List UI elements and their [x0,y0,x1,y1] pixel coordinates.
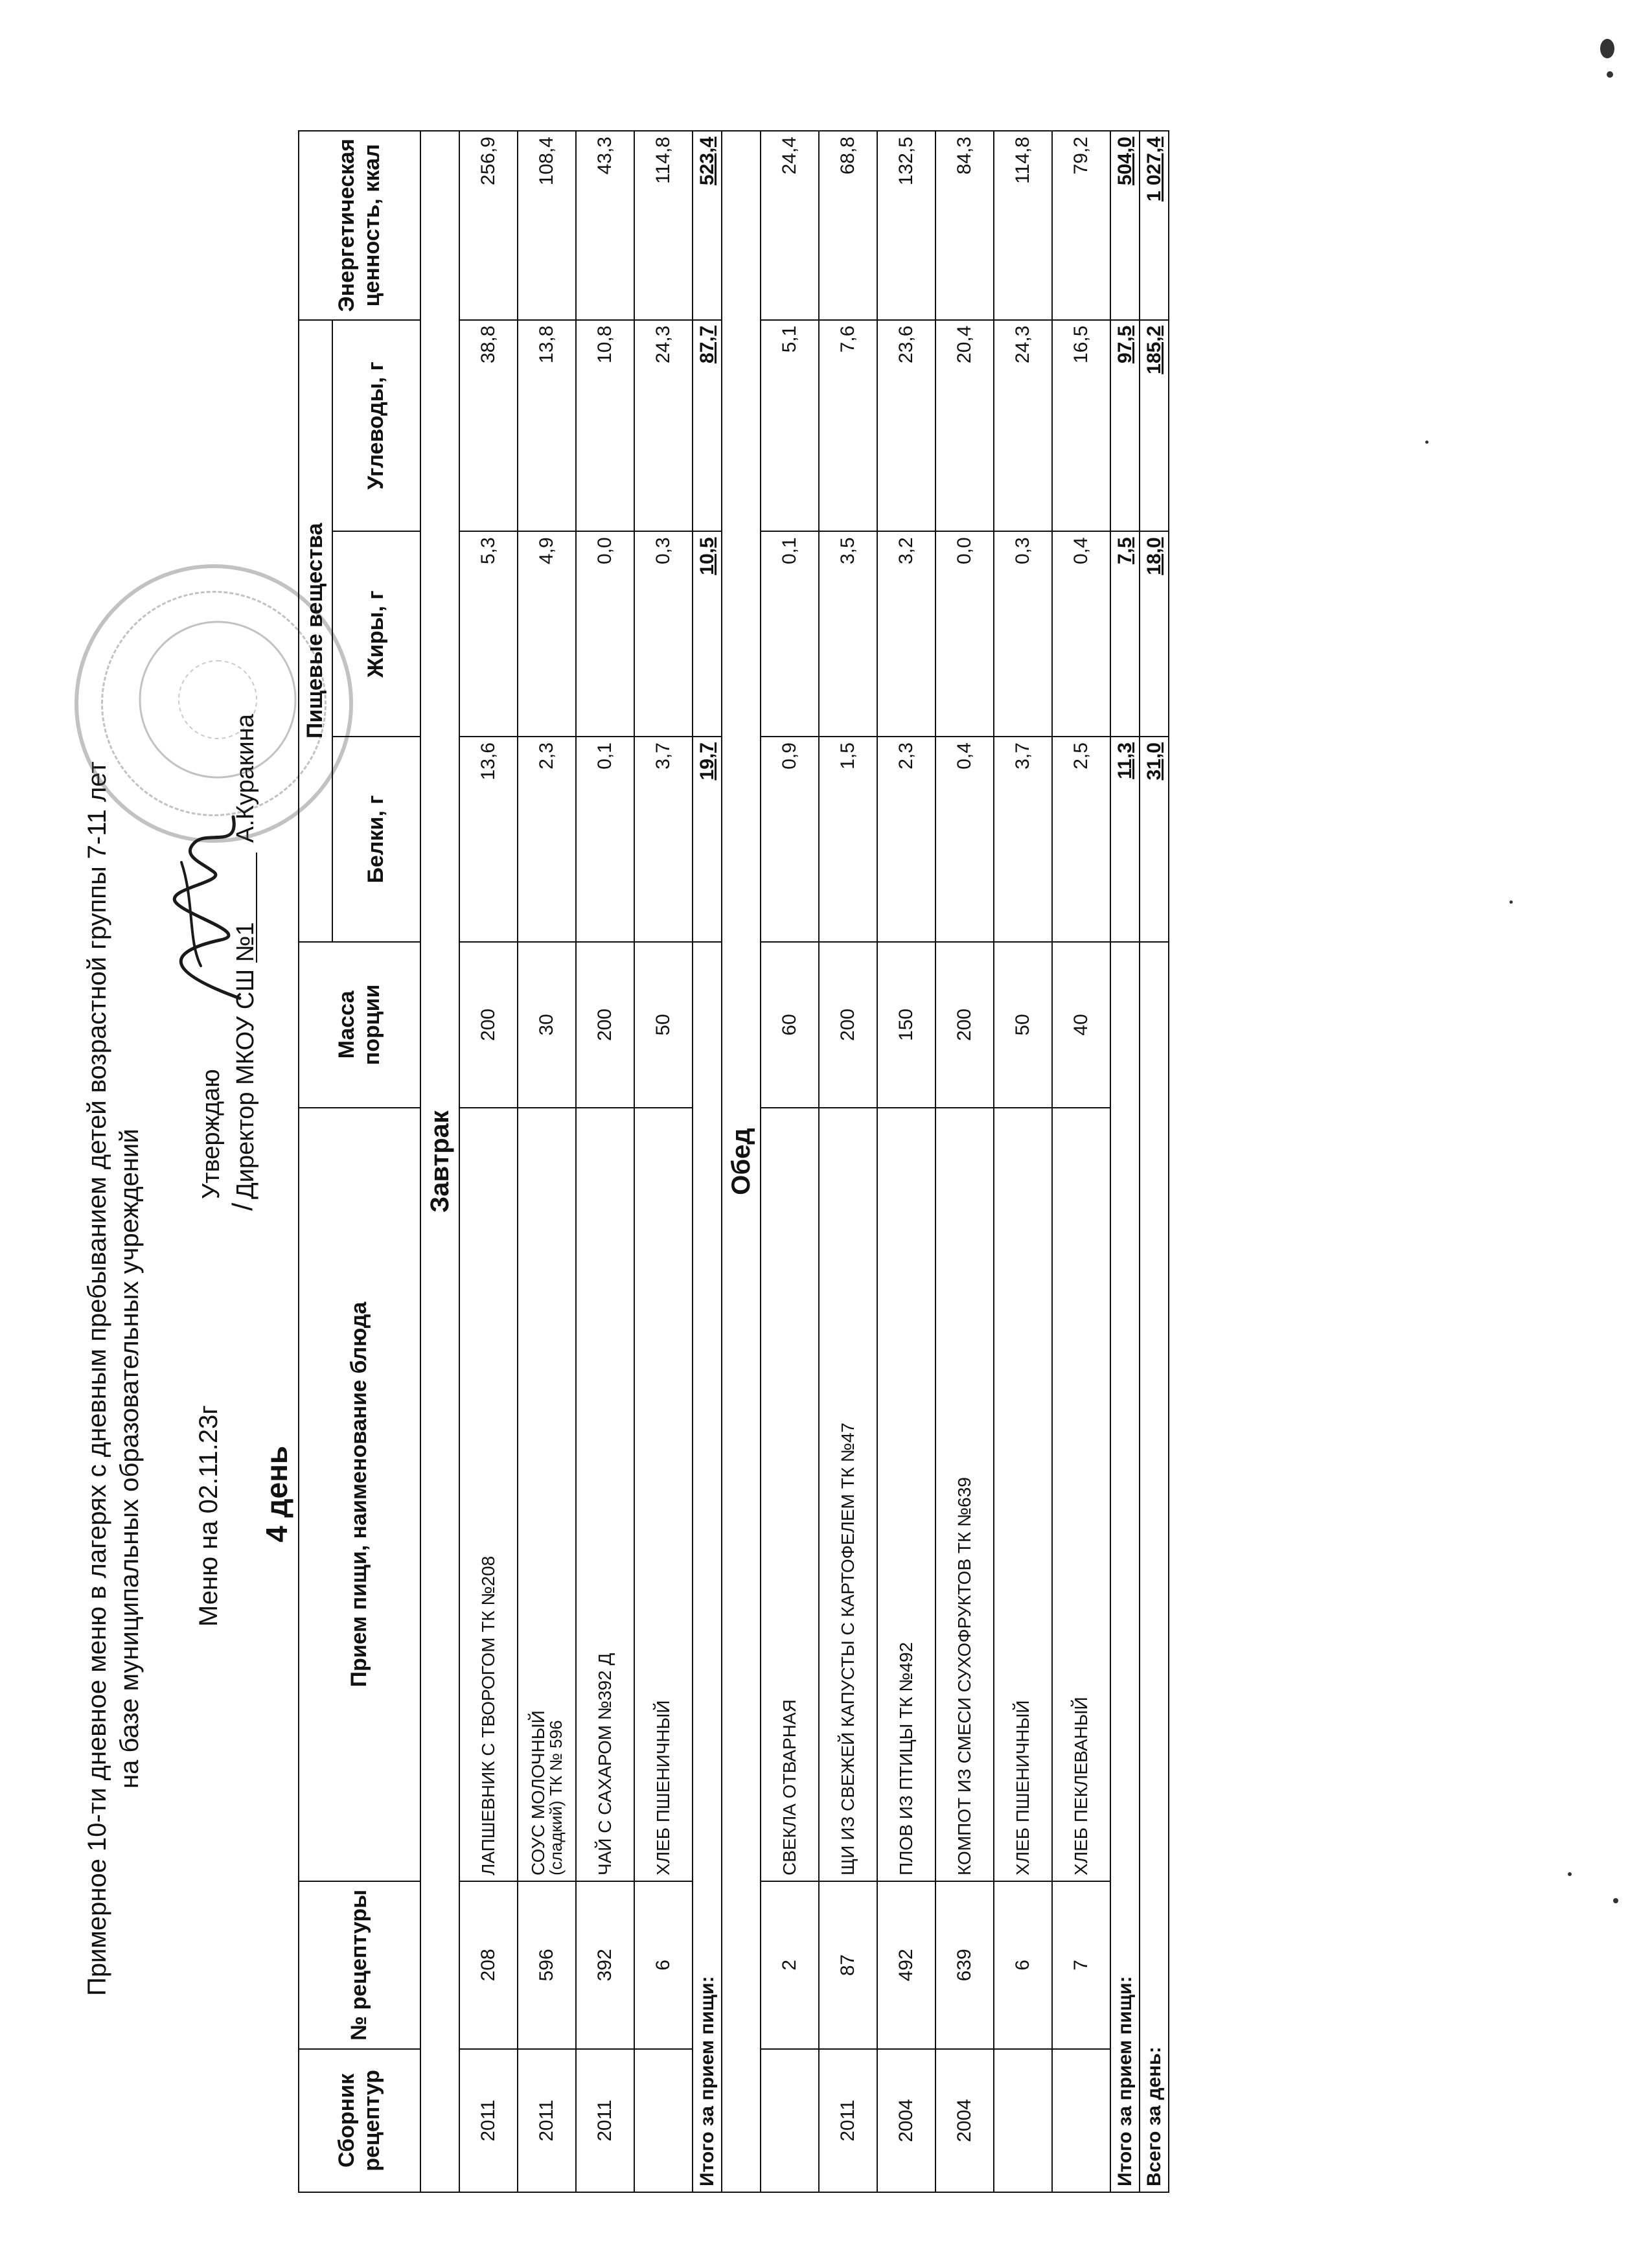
breakfast-total-label: Итого за прием пищи: [693,942,722,2192]
cell-mass: 30 [518,942,576,1108]
lunch-total-label: Итого за прием пищи: [1110,942,1140,2192]
day-total-energy: 1 027,4 [1140,131,1169,320]
lunch-total-protein: 11,3 [1110,737,1140,942]
cell-meal-name: КОМПОТ ИЗ СМЕСИ СУХОФРУКТОВ ТК №639 [935,1108,994,1881]
cell-fat: 0,4 [1052,531,1110,737]
breakfast-total-row [693,131,722,2192]
col-collection-header: Сборник рецептур [299,2049,420,2192]
cell-mass: 200 [819,942,877,1108]
cell-protein: 0,1 [576,737,634,942]
cell-meal-name: ЩИ ИЗ СВЕЖЕЙ КАПУСТЫ С КАРТОФЕЛЕМ ТК №47 [819,1108,877,1881]
col-protein-header: Белки, г [332,737,420,942]
cell-collection: 2004 [935,2049,994,2192]
cell-recipe: 87 [819,1881,877,2049]
cell-carbs: 24,3 [994,320,1052,532]
cell-meal-name: ЧАЙ С САХАРОМ №392 Д [576,1108,634,1881]
table-row [634,131,693,2192]
cell-energy: 43,3 [576,131,634,320]
cell-fat: 0,3 [994,531,1052,737]
scan-speck [1568,1872,1572,1876]
menu-date: Меню на 02.11.23г [194,1405,223,1627]
cell-energy: 68,8 [819,131,877,320]
breakfast-total-energy: 523,4 [693,131,722,320]
breakfast-total-protein: 19,7 [693,737,722,942]
scan-speck [1509,900,1513,904]
document-subtitle: на базе муниципальных образовательных учреждений [115,1128,144,1789]
cell-carbs: 24,3 [634,320,693,532]
cell-collection: 2011 [576,2049,634,2192]
cell-protein: 3,7 [634,737,693,942]
table-row [761,131,819,2192]
cell-carbs: 7,6 [819,320,877,532]
cell-recipe: 639 [935,1881,994,2049]
breakfast-section-label: Завтрак [420,131,459,2192]
cell-fat: 0,0 [935,531,994,737]
lunch-total-carbs: 97,5 [1110,320,1140,532]
approve-director: Директор МКОУ СШ №1 [232,922,259,1199]
cell-mass: 50 [994,942,1052,1108]
cell-energy: 132,5 [877,131,935,320]
cell-protein: 0,4 [935,737,994,942]
col-carbs-header: Углеводы, г [332,320,420,532]
scan-speck [1613,1898,1618,1903]
cell-mass: 50 [634,942,693,1108]
cell-energy: 79,2 [1052,131,1110,320]
col-mass-header: Масса порции [299,942,420,1108]
cell-collection: 2011 [819,2049,877,2192]
cell-carbs: 5,1 [761,320,819,532]
cell-meal-name: ХЛЕБ ПЕКЛЕВАНЫЙ [1052,1108,1110,1881]
table-row [518,131,576,2192]
cell-mass: 40 [1052,942,1110,1108]
cell-mass: 150 [877,942,935,1108]
lunch-total-row [1110,131,1140,2192]
cell-recipe: 7 [1052,1881,1110,2049]
table-row [877,131,935,2192]
approve-name: А.Куракина [232,714,259,843]
cell-protein: 2,3 [877,737,935,942]
scan-speck [1607,71,1613,78]
table-row [819,131,877,2192]
cell-collection [761,2049,819,2192]
cell-carbs: 10,8 [576,320,634,532]
cell-fat: 0,1 [761,531,819,737]
scan-speck [1600,39,1614,58]
table-row [935,131,994,2192]
cell-protein: 1,5 [819,737,877,942]
cell-collection [1052,2049,1110,2192]
col-nutrients-group-header: Пищевые вещества [299,320,332,942]
cell-protein: 3,7 [994,737,1052,942]
cell-carbs: 23,6 [877,320,935,532]
cell-meal-name [518,1108,576,1881]
cell-carbs: 16,5 [1052,320,1110,532]
lunch-total-energy: 504,0 [1110,131,1140,320]
approve-label: Утверждаю [198,1069,225,1199]
cell-fat: 5,3 [459,531,518,737]
day-title: 4 день [260,1445,293,1542]
cell-energy: 108,4 [518,131,576,320]
cell-meal-name: ЛАПШЕВНИК С ТВОРОГОМ ТК №208 [459,1108,518,1881]
cell-carbs: 13,8 [518,320,576,532]
breakfast-total-carbs: 87,7 [693,320,722,532]
day-total-label: Всего за день: [1140,942,1169,2192]
col-fat-header: Жиры, г [332,531,420,737]
meal-name-line-2: (сладкий) ТК № 596 [546,1720,566,1875]
breakfast-total-fat: 10,5 [693,531,722,737]
table-header-row [299,131,332,2192]
lunch-total-fat: 7,5 [1110,531,1140,737]
cell-meal-name: ХЛЕБ ПШЕНИЧНЫЙ [634,1108,693,1881]
slash-mark-icon: / [227,1202,258,1211]
cell-energy: 24,4 [761,131,819,320]
cell-protein: 2,3 [518,737,576,942]
menu-table [298,130,1169,2193]
day-total-fat: 18,0 [1140,531,1169,737]
cell-recipe: 596 [518,1881,576,2049]
cell-collection: 2011 [459,2049,518,2192]
lunch-section-row [722,131,761,2192]
cell-mass: 200 [459,942,518,1108]
cell-protein: 0,9 [761,737,819,942]
cell-energy: 84,3 [935,131,994,320]
cell-mass: 60 [761,942,819,1108]
document-title: Примерное 10-ти дневное меню в лагерях с дневным пребыванием детей возрастной группы 7-11 лет [83,761,111,1996]
cell-meal-name: СВЕКЛА ОТВАРНАЯ [761,1108,819,1881]
handwritten-signature-icon [143,804,272,1011]
day-total-protein: 31,0 [1140,737,1169,942]
cell-fat: 3,5 [819,531,877,737]
cell-fat: 4,9 [518,531,576,737]
table-row [459,131,518,2192]
table-row [1052,131,1110,2192]
col-meal-name-header: Прием пищи, наименование блюда [299,1108,420,1881]
cell-recipe: 2 [761,1881,819,2049]
col-recipe-no-header: № рецептуры [299,1881,420,2049]
cell-carbs: 20,4 [935,320,994,532]
cell-meal-name: ПЛОВ ИЗ ПТИЦЫ ТК №492 [877,1108,935,1881]
day-total-row [1140,131,1169,2192]
cell-carbs: 38,8 [459,320,518,532]
cell-protein: 13,6 [459,737,518,942]
cell-collection [634,2049,693,2192]
cell-collection: 2004 [877,2049,935,2192]
cell-recipe: 492 [877,1881,935,2049]
cell-protein: 2,5 [1052,737,1110,942]
cell-fat: 3,2 [877,531,935,737]
col-energy-header: Энергетическая ценность, ккал [299,131,420,320]
meal-name-line-1: СОУС МОЛОЧНЫЙ [527,1710,548,1875]
table-row [994,131,1052,2192]
table-row [576,131,634,2192]
cell-collection: 2011 [518,2049,576,2192]
cell-meal-name: ХЛЕБ ПШЕНИЧНЫЙ [994,1108,1052,1881]
cell-energy: 256,9 [459,131,518,320]
scan-speck [1425,441,1428,444]
day-total-carbs: 185,2 [1140,320,1169,532]
cell-recipe: 6 [634,1881,693,2049]
cell-mass: 200 [935,942,994,1108]
cell-fat: 0,0 [576,531,634,737]
cell-fat: 0,3 [634,531,693,737]
cell-recipe: 6 [994,1881,1052,2049]
cell-collection [994,2049,1052,2192]
cell-energy: 114,8 [634,131,693,320]
cell-mass: 200 [576,942,634,1108]
cell-recipe: 208 [459,1881,518,2049]
cell-recipe: 392 [576,1881,634,2049]
breakfast-section-row [420,131,459,2192]
lunch-section-label: Обед [722,131,761,2192]
cell-energy: 114,8 [994,131,1052,320]
